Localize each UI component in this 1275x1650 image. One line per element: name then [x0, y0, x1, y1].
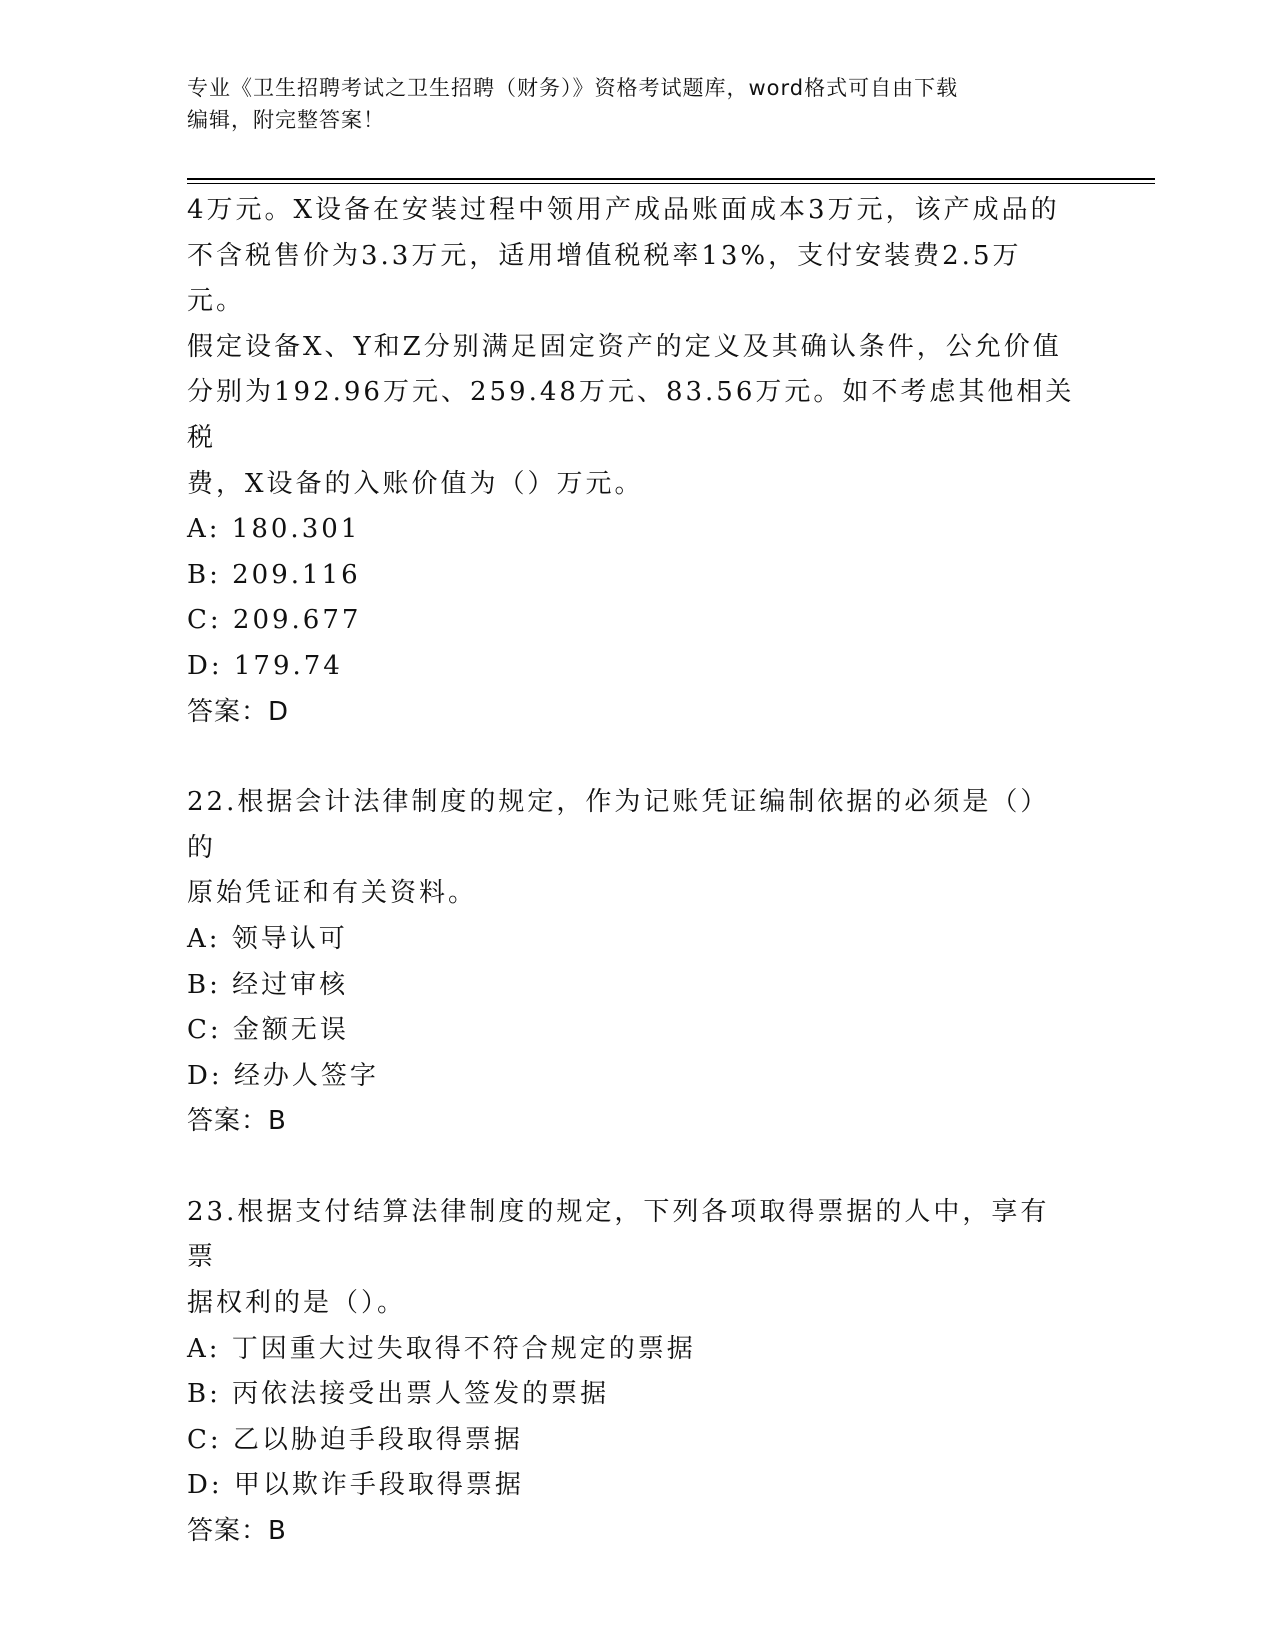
header-line-2: 编辑，附完整答案！: [187, 108, 385, 132]
option-a: A: 领导认可: [187, 923, 348, 954]
document-body: [187, 188, 1077, 1555]
option-b: B: 经过审核: [187, 969, 349, 1000]
question-21: [187, 188, 1077, 735]
option-c: C: 乙以胁迫手段取得票据: [187, 1424, 523, 1455]
question-stem-line: 假定设备X、Y和Z分别满足固定资产的定义及其确认条件，公允价值: [187, 331, 1062, 362]
document-header: [187, 72, 1067, 136]
option-c: C: 金额无误: [187, 1015, 349, 1046]
option-a: A: 180.301: [187, 514, 361, 545]
question-22: [187, 780, 1077, 1145]
answer: 答案：D: [187, 696, 290, 727]
answer: 答案：B: [187, 1106, 287, 1137]
question-stem-line: 4万元。X设备在安装过程中领用产成品账面成本3万元，该产成品的: [187, 195, 1060, 225]
question-stem-line: 费，X设备的入账价值为（）万元。: [187, 468, 644, 499]
header-divider-thin: [187, 183, 1155, 184]
question-stem-line: 分别为192.96万元、259.48万元、83.56万元。如不考虑其他相关税: [187, 377, 1075, 453]
question-stem-line: 22.根据会计法律制度的规定，作为记账凭证编制依据的必须是（）的: [187, 787, 1050, 863]
question-23: [187, 1190, 1077, 1555]
question-stem-line: 23.根据支付结算法律制度的规定，下列各项取得票据的人中，享有票: [187, 1196, 1050, 1273]
option-d: D: 经办人签字: [187, 1060, 379, 1091]
option-b: B: 丙依法接受出票人签发的票据: [187, 1379, 610, 1410]
header-line-1: 专业《卫生招聘考试之卫生招聘（财务）》资格考试题库，word格式可自由下载: [187, 76, 959, 100]
question-stem-line: 原始凭证和有关资料。: [187, 878, 478, 909]
answer: 答案：B: [187, 1516, 287, 1547]
option-a: A: 丁因重大过失取得不符合规定的票据: [187, 1333, 696, 1364]
option-d: D: 甲以欺诈手段取得票据: [187, 1470, 524, 1501]
question-stem-line: 据权利的是（）。: [187, 1288, 407, 1319]
header-divider-thick: [187, 178, 1155, 180]
option-c: C: 209.677: [187, 605, 362, 636]
option-d: D: 179.74: [187, 650, 343, 681]
question-stem-line: 不含税售价为3.3万元，适用增值税税率13%，支付安装费2.5万元。: [187, 240, 1022, 317]
option-b: B: 209.116: [187, 559, 361, 590]
